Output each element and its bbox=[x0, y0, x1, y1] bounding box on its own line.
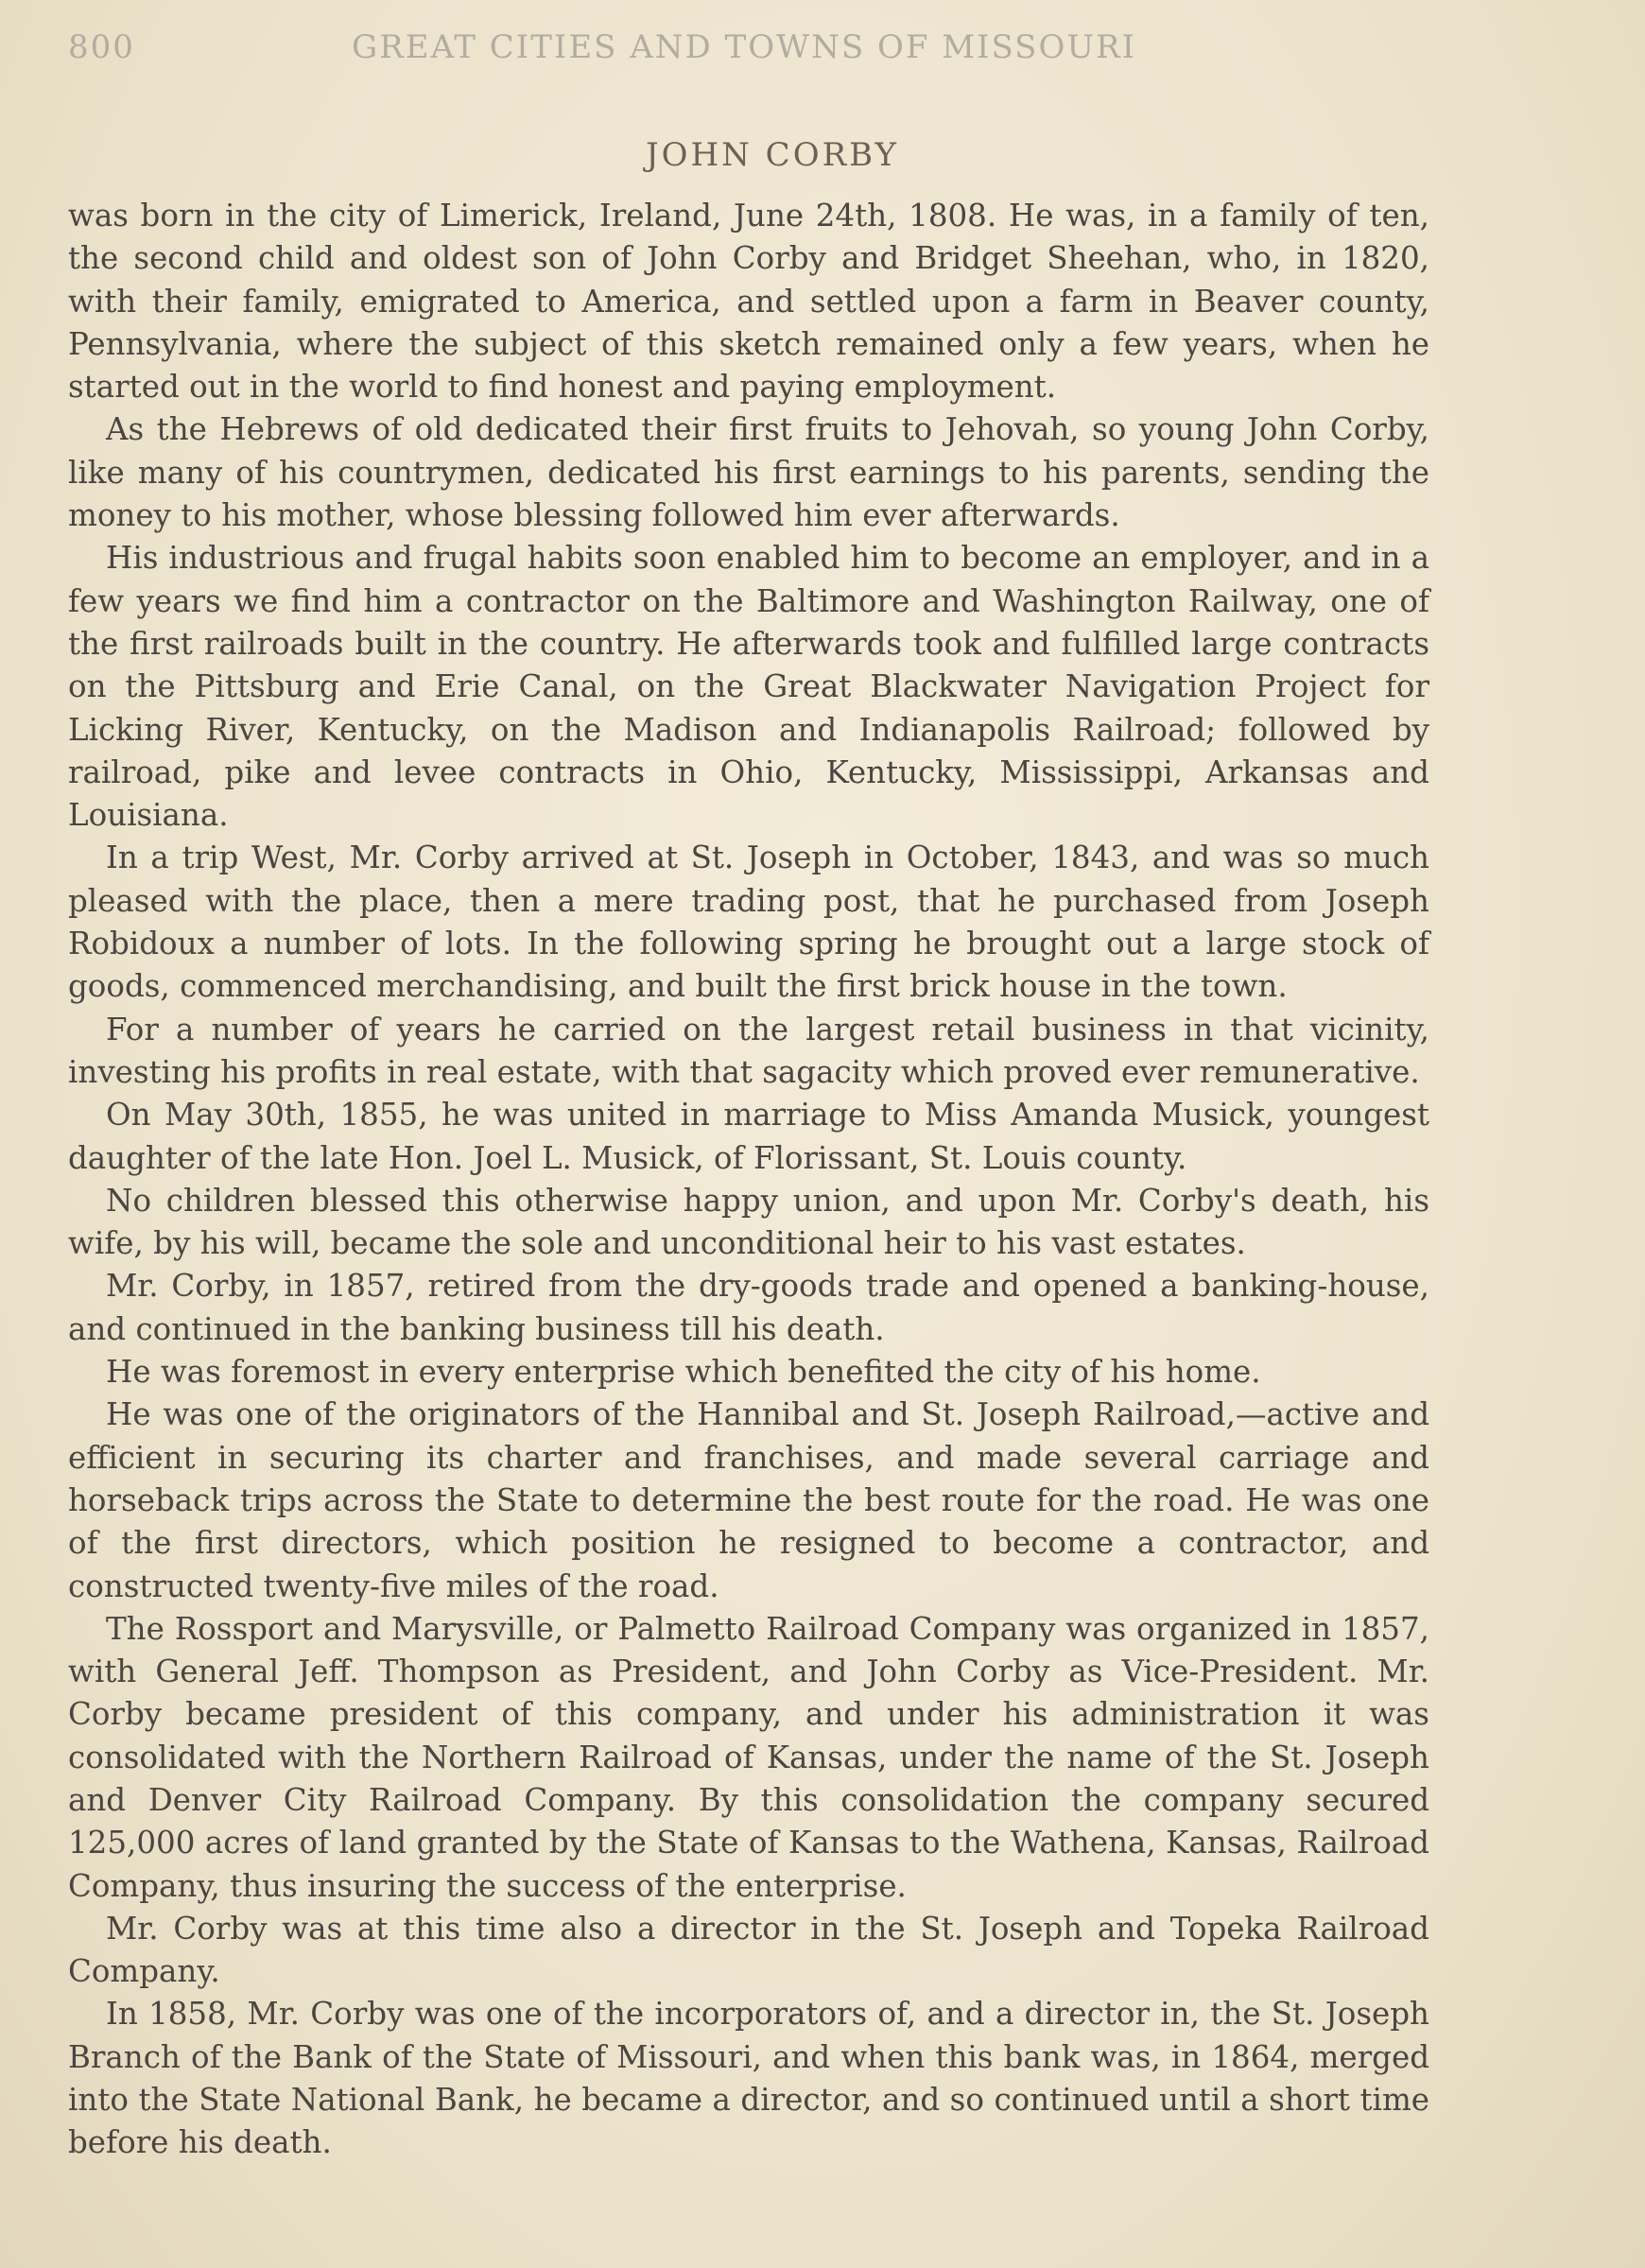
paragraph: His industrious and frugal habits soon enabled him to become an employer, and in a few years we find him a contractor on the Baltimore and Washington Railway, one of the first railroads built in the country. He afterwards took and fulfilled large contracts on the Pittsburg and Erie Canal, on the Great Blackwater Navigation Project for Licking River, Kentucky, on the Madison and Indianapolis Railroad; followed by railroad, pike and levee contracts in Ohio, Kentucky, Mississippi, Arkansas and Louisiana. bbox=[68, 540, 1429, 834]
paragraph: In 1858, Mr. Corby was one of the incorporators of, and a director in, the St. Joseph Branch of the Bank of the State of Missouri, and when this bank was, in 1864, merged into the State National Bank, he became a director, and so continued until a short time before his death. bbox=[68, 1996, 1429, 2161]
paragraph: was born in the city of Limerick, Ireland, June 24th, 1808. He was, in a family of ten, the second child and oldest son of John Corby and Bridget Sheehan, who, in 1820, with their family, emigrated to America, and settled upon a farm in Beaver county, Pennsylvania, where the subject of this sketch remained only a few years, when he started out in the world to find honest and paying employment. bbox=[68, 198, 1429, 406]
book-page bbox=[68, 21, 1429, 2165]
paragraph: For a number of years he carried on the largest retail business in that vicinity, investing his profits in real estate, with that sagacity which proved ever remunerative. bbox=[68, 1011, 1429, 1090]
paragraph: Mr. Corby was at this time also a director in the St. Joseph and Topeka Railroad Company. bbox=[68, 1910, 1429, 1990]
paragraph: Mr. Corby, in 1857, retired from the dry-goods trade and opened a banking-house, and continued in the banking business till his death. bbox=[68, 1268, 1429, 1347]
paragraph: On May 30th, 1855, he was united in marriage to Miss Amanda Musick, youngest daughter of the late Hon. Joel L. Musick, of Florissant, St. Louis county. bbox=[68, 1097, 1429, 1176]
running-head bbox=[68, 21, 1429, 78]
paragraph: He was foremost in every enterprise which benefited the city of his home. bbox=[106, 1354, 1261, 1391]
article-title: JOHN CORBY bbox=[645, 136, 900, 174]
page-number: 800 bbox=[68, 28, 135, 66]
paragraph: No children blessed this otherwise happy union, and upon Mr. Corby's death, his wife, by his will, became the sole and unconditional heir to his vast estates. bbox=[68, 1182, 1429, 1262]
paragraph: As the Hebrews of old dedicated their first fruits to Jehovah, so young John Corby, like many of his countrymen, dedicated his first earnings to his parents, sending the money to his mother, whose blessing followed him ever afterwards. bbox=[68, 411, 1429, 534]
running-title: GREAT CITIES AND TOWNS OF MISSOURI bbox=[352, 28, 1137, 66]
paragraph: He was one of the originators of the Hannibal and St. Joseph Railroad,—active and efficient in securing its charter and franchises, and made several carriage and horseback trips across the State to determine the best route for the road. He was one of the first directors, which position he resigned to become a contractor, and constructed twenty-five miles of the road. bbox=[68, 1396, 1429, 1604]
paragraph: In a trip West, Mr. Corby arrived at St. Joseph in October, 1843, and was so much pleased with the place, then a mere trading post, that he purchased from Joseph Robidoux a number of lots. In the following spring he brought out a large stock of goods, commenced merchandising, and built the first brick house in the town. bbox=[68, 840, 1429, 1005]
article-body bbox=[68, 195, 1429, 2165]
paragraph: The Rossport and Marysville, or Palmetto Railroad Company was organized in 1857, with General Jeff. Thompson as President, and John Corby as Vice-President. Mr. Corby became president of this company, and under his administration it was consolidated with the Northern Railroad of Kansas, under the name of the St. Joseph and Denver City Railroad Company. By this consolidation the company secured 125,000 acres of land granted by the State of Kansas to the Wathena, Kansas, Railroad Company, thus insuring the success of the enterprise. bbox=[68, 1610, 1429, 1904]
